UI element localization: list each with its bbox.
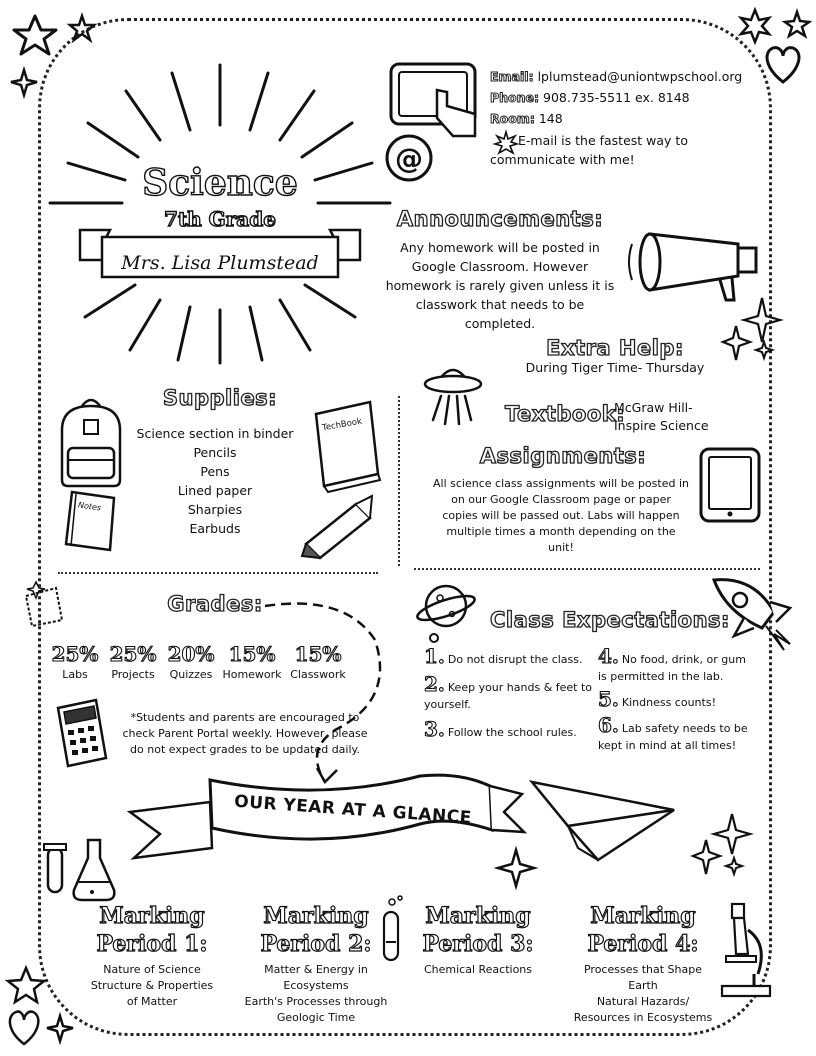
microscope-icon	[718, 900, 774, 1000]
textbook-line-1: McGraw Hill-	[614, 400, 693, 415]
mp-topic: Matter & Energy in	[264, 963, 368, 976]
svg-text:@: @	[395, 142, 423, 175]
supplies-heading: Supplies:	[162, 386, 278, 410]
planet-icon	[416, 576, 476, 644]
textbook-heading: Textbook:	[505, 402, 626, 426]
marking-period-4	[568, 902, 718, 1026]
grade-category: Projects	[111, 668, 155, 681]
grade-item-quizzes	[162, 642, 220, 681]
extra-help-body: During Tiger Time- Thursday	[525, 360, 705, 375]
notes-notebook-icon	[62, 488, 122, 554]
marking-period-2	[236, 902, 396, 1026]
divider-assignments-bottom	[414, 568, 760, 570]
marking-period-subtitle: Period 2:	[260, 931, 372, 957]
mp-topic: Geologic Time	[276, 1011, 356, 1024]
supply-item: Earbuds	[189, 521, 241, 536]
mp-topic: Structure & Properties	[90, 979, 214, 992]
flask-test-tube-icon	[42, 834, 122, 906]
backpack-icon	[54, 396, 128, 488]
supply-item: Pens	[200, 464, 230, 479]
expectations-right-list	[598, 644, 758, 754]
sparkle-right-icon	[722, 296, 782, 366]
assignments-heading: Assignments:	[479, 444, 647, 468]
supplies-list	[130, 424, 300, 538]
email-label: Email:	[490, 69, 534, 84]
assignments-body: All science class assignments will be posted in on our Google Classroom page or paper copies will be passed out. Labs will happen multiple times a month depending on the unit!	[433, 477, 689, 554]
supply-item: Science section in binder	[136, 426, 294, 441]
divider-supplies-bottom	[58, 572, 378, 574]
mp-topic: of Matter	[126, 995, 178, 1008]
grade-subtitle: 7th Grade	[164, 207, 276, 231]
grades-heading: Grades:	[167, 592, 263, 616]
mp-topic: Natural Hazards/	[596, 995, 690, 1008]
teacher-name: Mrs. Lisa Plumstead	[121, 252, 319, 274]
contact-note: E-mail is the fastest way to communicate with me!	[490, 133, 688, 167]
announcements-heading: Announcements:	[396, 207, 604, 231]
calculator-icon	[50, 698, 110, 770]
mp-topic: Earth	[628, 979, 658, 992]
expectation-item: 1. Do not disrupt the class.	[424, 644, 583, 668]
marking-period-subtitle: Period 4:	[587, 931, 699, 957]
supply-item: Sharpies	[187, 502, 243, 517]
expectation-item: 4. No food, drink, or gum is permitted in the lab.	[598, 644, 746, 683]
notes-label: Notes	[77, 500, 102, 513]
expectation-item: 2. Keep your hands & feet to yourself.	[424, 672, 593, 711]
star-heart-bottom-left-icon	[4, 960, 84, 1050]
techbook-icon	[310, 400, 384, 492]
mp-topic: Nature of Science	[103, 963, 201, 976]
grade-item-projects	[104, 642, 162, 681]
marking-period-3	[408, 902, 548, 978]
ufo-icon	[423, 358, 483, 430]
grade-category: Labs	[62, 668, 88, 681]
grade-percent: 25%	[109, 642, 157, 666]
expectation-item: 6. Lab safety needs to be kept in mind at all times!	[598, 713, 748, 752]
tablet-at-sign-icon	[383, 60, 483, 185]
sparkle-left-icon	[14, 578, 74, 628]
expectation-item: 5. Kindness counts!	[598, 687, 716, 711]
year-at-a-glance-banner-text: OUR YEAR AT A GLANCE	[233, 791, 473, 829]
marking-period-title: Marking	[263, 903, 369, 929]
mp-topic: Resources in Ecosystems	[573, 1011, 713, 1024]
announcements-body: Any homework will be posted in Google Classroom. However homework is rarely given unless it is classwork that needs to be completed.	[385, 240, 615, 331]
phone-label: Phone:	[490, 90, 540, 105]
supply-item: Lined paper	[177, 483, 253, 498]
grade-category: Homework	[222, 668, 282, 681]
room-value: 148	[538, 111, 563, 126]
grade-category: Classwork	[290, 668, 346, 681]
techbook-label: TechBook	[321, 416, 363, 434]
grade-percent: 15%	[294, 642, 342, 666]
phone-value: 908.735-5511 ex. 8148	[543, 90, 690, 105]
contact-block	[490, 66, 780, 129]
grade-percent: 20%	[167, 642, 215, 666]
marking-period-subtitle: Period 1:	[96, 931, 208, 957]
mp-topic: Chemical Reactions	[423, 963, 533, 976]
marking-period-title: Marking	[590, 903, 696, 929]
email-value[interactable]: lplumstead@uniontwpschool.org	[537, 69, 743, 84]
expectation-item: 3. Follow the school rules.	[424, 717, 577, 741]
textbook-line-2: Inspire Science	[614, 418, 709, 433]
grade-item-labs	[46, 642, 104, 681]
paper-airplane-icon	[528, 776, 678, 866]
grade-item-classwork	[286, 642, 350, 681]
extra-help-heading: Extra Help:	[546, 336, 684, 360]
expectations-left-list	[424, 644, 594, 741]
marking-period-subtitle: Period 3:	[422, 931, 534, 957]
grade-item-homework	[220, 642, 284, 681]
subject-title: Science	[142, 162, 298, 204]
tablet-device-icon	[698, 446, 762, 524]
dashed-arrow-path-graphic	[265, 600, 395, 790]
mp-topic: Earth's Processes through	[244, 995, 388, 1008]
grades-note: *Students and parents are encouraged to check Parent Portal weekly. However, please do not expect grades to be updated daily.	[122, 711, 368, 756]
textbook-body	[614, 399, 709, 435]
mp-topic: Ecosystems	[283, 979, 349, 992]
marking-period-1	[78, 902, 226, 1010]
test-tube-bubbles-icon	[378, 894, 408, 964]
grade-percent: 25%	[51, 642, 99, 666]
divider-supplies-right	[398, 396, 400, 566]
grade-category: Quizzes	[169, 668, 213, 681]
marking-period-title: Marking	[99, 903, 205, 929]
supply-item: Pencils	[193, 445, 237, 460]
mp-topic: Processes that Shape	[583, 963, 702, 976]
sparkle-bottom-right-icon	[692, 812, 752, 884]
marking-period-title: Marking	[425, 903, 531, 929]
expectations-heading: Class Expectations:	[490, 608, 730, 632]
room-label: Room:	[490, 111, 535, 126]
sparkle-banner-icon	[496, 848, 536, 888]
grade-percent: 15%	[228, 642, 276, 666]
pencil-icon	[300, 494, 380, 560]
